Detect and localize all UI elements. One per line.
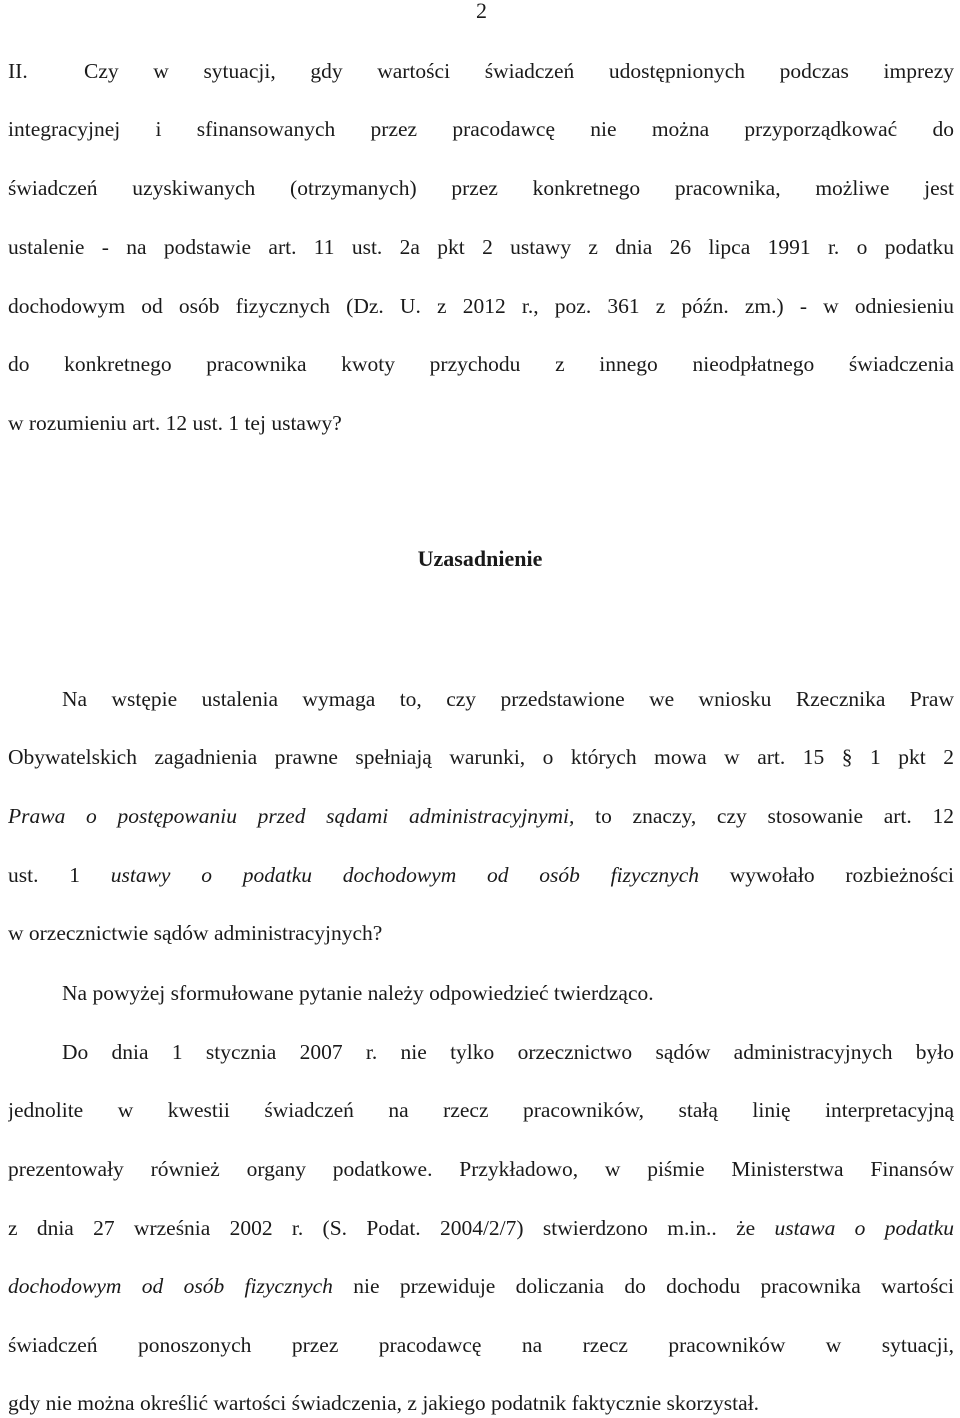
paragraph-1-line-4-a: ust. 1 bbox=[8, 863, 111, 887]
question-line-6: do konkretnego pracownika kwoty przychodu z innego nieodpłatnego świadczenia bbox=[8, 352, 954, 376]
paragraph-1-line-2: Obywatelskich zagadnienia prawne spełniają warunki, o których mowa w art. 15 § 1 pkt 2 bbox=[8, 745, 954, 769]
paragraph-1-line-3 bbox=[8, 801, 954, 831]
paragraph-3-line-4 bbox=[8, 1213, 954, 1243]
paragraph-3-line-5 bbox=[8, 1271, 954, 1301]
question-line-1 bbox=[8, 56, 954, 86]
paragraph-3-line-6: świadczeń ponoszonych przez pracodawcę na rzecz pracowników w sytuacji, bbox=[8, 1333, 954, 1357]
question-number: II. bbox=[8, 59, 28, 83]
paragraph-1-line-4-b: wywołało rozbieżności bbox=[699, 863, 954, 887]
page-number: 2 bbox=[476, 0, 487, 23]
question-line-4: ustalenie - na podstawie art. 11 ust. 2a pkt 2 ustawy z dnia 26 lipca 1991 r. o podatku bbox=[8, 235, 954, 259]
paragraph-3-line-1: Do dnia 1 stycznia 2007 r. nie tylko orzecznictwo sądów administracyjnych było bbox=[62, 1040, 954, 1064]
paragraph-1-line-3-rest: to znaczy, czy stosowanie art. 12 bbox=[574, 804, 954, 828]
paragraph-1-line-5: w orzecznictwie sądów administracyjnych? bbox=[8, 921, 383, 945]
question-text-1: Czy w sytuacji, gdy wartości świadczeń udostępnionych podczas imprezy bbox=[84, 59, 954, 83]
paragraph-1-line-1: Na wstępie ustalenia wymaga to, czy przedstawione we wniosku Rzecznika Praw bbox=[62, 687, 954, 711]
statute-title-italic: ustawy o podatku dochodowym od osób fizycznych bbox=[110, 863, 700, 887]
question-line-3: świadczeń uzyskiwanych (otrzymanych) przez konkretnego pracownika, możliwe jest bbox=[8, 176, 954, 200]
question-line-2: integracyjnej i sfinansowanych przez pracodawcę nie można przyporządkować do bbox=[8, 117, 954, 141]
paragraph-1-line-4 bbox=[8, 860, 954, 890]
question-line-5: dochodowym od osób fizycznych (Dz. U. z 2012 r., poz. 361 z późn. zm.) - w odniesieniu bbox=[8, 294, 954, 318]
paragraph-3-line-3: prezentowały również organy podatkowe. Przykładowo, w piśmie Ministerstwa Finansów bbox=[8, 1157, 954, 1181]
statute-title-italic-3: dochodowym od osób fizycznych bbox=[8, 1274, 333, 1298]
paragraph-2: Na powyżej sformułowane pytanie należy odpowiedzieć twierdząco. bbox=[62, 981, 654, 1005]
paragraph-3-line-7: gdy nie można określić wartości świadczenia, z jakiego podatnik faktycznie skorzystał. bbox=[8, 1391, 760, 1415]
paragraph-3-line-2: jednolite w kwestii świadczeń na rzecz pracowników, stałą linię interpretacyjną bbox=[8, 1098, 954, 1122]
paragraph-3-line-4-a: z dnia 27 września 2002 r. (S. Podat. 2004/2/7) stwierdzono m.in.. że bbox=[8, 1216, 775, 1240]
act-title-italic: Prawa o postępowaniu przed sądami administracyjnymi, bbox=[8, 804, 575, 828]
statute-title-italic-2: ustawa o podatku bbox=[774, 1216, 954, 1240]
paragraph-3-line-5-rest: nie przewiduje doliczania do dochodu pracownika wartości bbox=[332, 1274, 954, 1298]
question-line-7: w rozumieniu art. 12 ust. 1 tej ustawy? bbox=[8, 411, 342, 435]
section-heading: Uzasadnienie bbox=[417, 546, 543, 571]
